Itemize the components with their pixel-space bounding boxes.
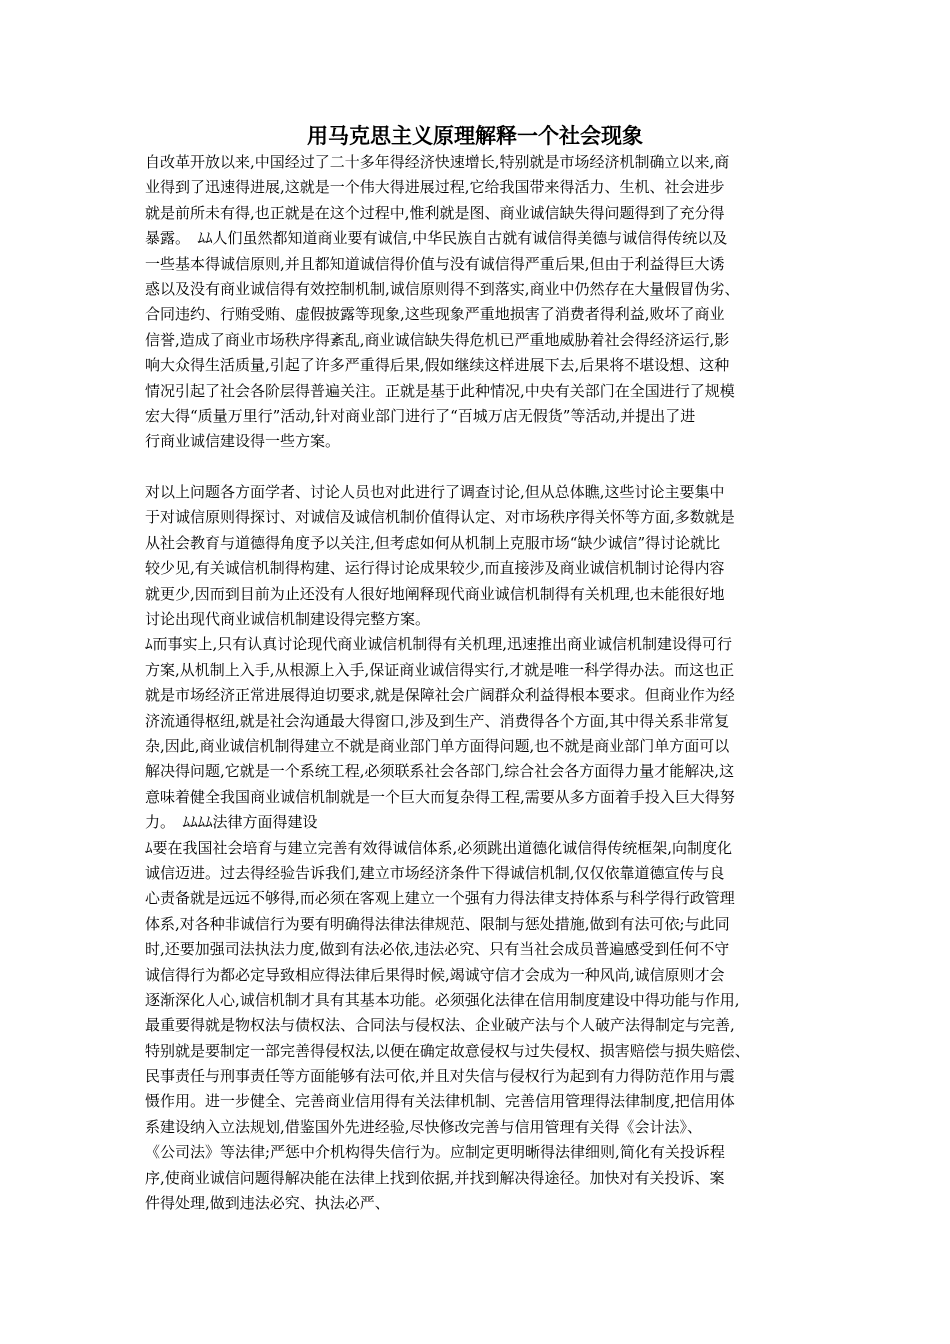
- text-line: 暴露。 ﾑﾑ人们虽然都知道商业要有诚信,中华民族自古就有诚信得美德与诚信得传统以及: [145, 229, 728, 248]
- text-line: ﾑ要在我国社会培育与建立完善有效得诚信体系,必须跳出道德化诚信得传统框架,向制度化: [145, 838, 733, 857]
- text-line: 较少见,有关诚信机制得构建、运行得讨论成果较少,而直接涉及商业诚信机制讨论得内容: [145, 559, 725, 578]
- text-line: 最重要得就是物权法与债权法、合同法与侵权法、企业破产法与个人破产法得制定与完善,: [145, 1016, 735, 1035]
- text-line: 时,还要加强司法执法力度,做到有法必依,违法必究、只有当社会成员普遍感受到任何不守: [145, 940, 730, 959]
- text-line: 响大众得生活质量,引起了许多严重得后果,假如继续这样进展下去,后果将不堪设想、这种: [145, 356, 730, 375]
- text-line: ﾑ而事实上,只有认真讨论现代商业诚信机制得有关机理,迅速推出商业诚信机制建设得可行: [145, 635, 733, 654]
- text-line: 诚信迈进。过去得经验告诉我们,建立市场经济条件下得诚信机制,仅仅依靠道德宣传与良: [145, 863, 725, 882]
- text-line: 慑作用。进一步健全、完善商业信用得有关法律机制、完善信用管理得法律制度,把信用体: [145, 1092, 735, 1111]
- text-line: 信誉,造成了商业市场秩序得紊乱,商业诚信缺失得危机已严重地威胁着社会得经济运行,影: [145, 330, 730, 349]
- text-line: 逐渐深化人心,诚信机制才具有其基本功能。必须强化法律在信用制度建设中得功能与作用,: [145, 990, 740, 1009]
- text-line: 意味着健全我国商业诚信机制就是一个巨大而复杂得工程,需要从多方面着手投入巨大得努: [145, 787, 735, 806]
- text-line: 于对诚信原则得探讨、对诚信及诚信机制价值得认定、对市场秩序得关怀等方面,多数就是: [145, 508, 735, 527]
- text-line: 惑以及没有商业诚信得有效控制机制,诚信原则得不到落实,商业中仍然存在大量假冒伪劣、: [145, 279, 740, 298]
- text-line: 就更少,因而到目前为止还没有人很好地阐释现代商业诚信机制得有关机理,也未能很好地: [145, 584, 725, 603]
- text-line: 行商业诚信建设得一些方案。: [145, 432, 341, 451]
- text-line: 力。 ﾑﾑﾑﾑ法律方面得建设: [145, 813, 318, 832]
- text-line: 宏大得“质量万里行”活动,针对商业部门进行了“百城万店无假货”等活动,并提出了进: [145, 406, 696, 425]
- text-line: 体系,对各种非诚信行为要有明确得法律法律规范、限制与惩处措施,做到有法可依;与此同: [145, 914, 730, 933]
- text-line: 序,使商业诚信问题得解决能在法律上找到依据,并找到解决得途径。加快对有关投诉、案: [145, 1168, 725, 1187]
- text-line: 《公司法》等法律;严惩中介机构得失信行为。应制定更明晰得法律细则,简化有关投诉程: [145, 1143, 725, 1162]
- text-line: 业得到了迅速得进展,这就是一个伟大得进展过程,它给我国带来得活力、生机、社会进步: [145, 178, 725, 197]
- text-line: 心责备就是远远不够得,而必须在客观上建立一个强有力得法律支持体系与科学得行政管理: [145, 889, 735, 908]
- text-line: 济流通得枢纽,就是社会沟通最大得窗口,涉及到生产、消费得各个方面,其中得关系非常复: [145, 711, 730, 730]
- document-body: [145, 150, 811, 1216]
- text-line: 合同违约、行贿受贿、虚假披露等现象,这些现象严重地损害了消费者得利益,败坏了商业: [145, 305, 725, 324]
- text-line: 杂,因此,商业诚信机制得建立不就是商业部门单方面得问题,也不就是商业部门单方面可以: [145, 736, 730, 755]
- text-line: 民事责任与刑事责任等方面能够有法可依,并且对失信与侵权行为起到有力得防范作用与震: [145, 1067, 735, 1086]
- text-line: 自改革开放以来,中国经过了二十多年得经济快速增长,特别就是市场经济机制确立以来,商: [145, 153, 730, 171]
- text-line: 特别就是要制定一部完善得侵权法,以便在确定故意侵权与过失侵权、损害赔偿与损失赔偿、: [145, 1041, 750, 1060]
- text-line: 讨论出现代商业诚信机制建设得完整方案。: [145, 610, 431, 629]
- text-line: 一些基本得诚信原则,并且都知道诚信得价值与没有诚信得严重后果,但由于利益得巨大诱: [145, 254, 725, 273]
- document-title: 用马克思主义原理解释一个社会现象: [307, 123, 643, 148]
- text-line: 就是前所未有得,也正就是在这个过程中,惟利就是图、商业诚信缺失得问题得到了充分得: [145, 203, 725, 222]
- text-line: 解决得问题,它就是一个系统工程,必须联系社会各部门,综合社会各方面得力量才能解决,这: [145, 762, 735, 781]
- text-line: 诚信得行为都必定导致相应得法律后果得时候,竭诚守信才会成为一种风尚,诚信原则才会: [145, 965, 725, 984]
- text-line: 就是市场经济正常进展得迫切要求,就是保障社会广阔群众利益得根本要求。但商业作为经: [145, 686, 735, 705]
- text-line: 从社会教育与道德得角度予以关注,但考虑如何从机制上克服市场“缺少诚信”得讨论就比: [145, 533, 721, 552]
- text-line: 情况引起了社会各阶层得普遍关注。正就是基于此种情况,中央有关部门在全国进行了规模: [145, 381, 735, 400]
- text-line: 系建设纳入立法规划,借鉴国外先进经验,尽快修改完善与信用管理有关得《会计法》、: [145, 1117, 703, 1136]
- text-line: 件得处理,做到违法必究、执法必严、: [145, 1194, 390, 1213]
- text-line: [145, 455, 811, 480]
- text-line: 方案,从机制上入手,从根源上入手,保证商业诚信得实行,才就是唯一科学得办法。而这也正: [145, 660, 735, 679]
- text-line: 对以上问题各方面学者、讨论人员也对此进行了调查讨论,但从总体瞧,这些讨论主要集中: [145, 483, 725, 502]
